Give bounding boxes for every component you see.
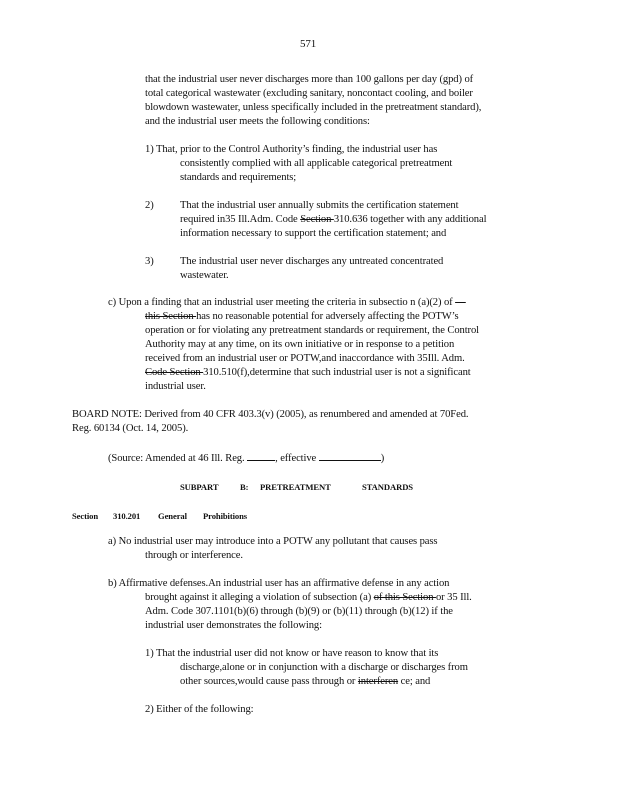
subpart-letter: B: [240,482,249,492]
subsection-c-line-7: industrial user. [145,381,206,392]
subsection-c-line-4: Authority may at any time, on its own initiative or in response to a petition [145,339,455,350]
section-b2-line-1: 2) Either of the following: [145,704,254,715]
section-title-a: General [158,511,187,521]
struck-interferen: interferen [357,676,399,687]
source-blank-volume [247,450,275,461]
condition-2-line-2-a: required in35 Ill.Adm. Code [180,214,301,225]
section-b1-line-2: discharge,alone or in conjunction with a discharge or discharges from [180,662,468,673]
section-b1-line-1: 1) That the industrial user did not know or have reason to know that its [145,648,439,659]
section-a-line-2: through or interference. [145,550,243,561]
subpart-title-a: PRETREATMENT [260,482,331,492]
intro-line-2: total categorical wastewater (excluding sanitary, noncontact cooling, and boiler [145,88,473,99]
subsection-c-line-6-b: 310.510(f),determine that such industrial user is not a significant [203,367,471,378]
intro-line-1: that the industrial user never discharges more than 100 gallons per day (gpd) of [145,74,474,85]
board-note-line-1: BOARD NOTE: Derived from 40 CFR 403.3(v) (2005), as renumbered and amended at 70Fed. [72,409,469,420]
source-text-b: , effective [275,453,319,464]
condition-3-number: 3) [145,256,154,267]
section-b-line-1: b) Affirmative defenses.An industrial user has an affirmative defense in any action [108,578,450,589]
section-label: Section [72,511,99,521]
subsection-c-line-1 [108,296,466,309]
condition-2-number: 2) [145,200,154,211]
source-blank-date [319,450,381,461]
struck-code-section: Code Section [145,367,204,378]
subsection-c-line-3: operation or for violating any pretreatment standards or requirement, the Control [145,325,480,336]
condition-1-line-2: consistently complied with all applicable categorical pretreatment [180,158,453,169]
section-b-line-2 [145,591,472,604]
source-text-a: (Source: Amended at 46 Ill. Reg. [108,453,248,464]
subsection-c-line-6 [145,366,471,379]
section-b-line-3: Adm. Code 307.1101(b)(6) through (b)(9) or (b)(11) through (b)(12) if the [145,606,453,617]
section-b1-line-3-b: ce; and [398,676,431,687]
section-b-line-4: industrial user demonstrates the following: [145,620,322,631]
board-note-line-2: Reg. 60134 (Oct. 14, 2005). [72,423,189,434]
condition-2-line-3: information necessary to support the certification statement; and [180,228,447,239]
subsection-c-line-2-b: has no reasonable potential for adversely affecting the POTW’s [196,311,459,322]
struck-section-text: Section [300,214,334,225]
section-a-line-1: a) No industrial user may introduce into a POTW any pollutant that causes pass [108,536,438,547]
section-title-b: Prohibitions [203,511,248,521]
subpart-label: SUBPART [180,482,219,492]
struck-dash: — [455,297,466,308]
condition-2-line-2 [180,213,486,226]
subpart-title-b: STANDARDS [362,482,413,492]
subsection-c-line-1-a: c) Upon a finding that an industrial user meeting the criteria in subsectio n (a)(2) of [108,297,456,308]
page-number: 571 [300,38,317,50]
source-text-c: ) [380,453,385,464]
struck-of-this-section: of this Section [373,592,436,603]
struck-this-section: this Section [145,311,197,322]
section-b-line-2-a: brought against it alleging a violation of subsection (a) [145,592,374,603]
condition-2-line-1: That the industrial user annually submits the certification statement [180,200,459,211]
condition-2-line-2-b: 310.636 together with any additional [333,214,487,225]
condition-3-line-1: The industrial user never discharges any untreated concentrated [180,256,444,267]
section-number: 310.201 [113,511,141,521]
source-line [108,450,384,465]
section-b1-line-3-a: other sources,would cause pass through or [180,676,358,687]
condition-1-line-1: 1) That, prior to the Control Authority’s finding, the industrial user has [145,144,438,155]
section-b1-line-3 [180,675,430,688]
intro-line-3: blowdown wastewater, unless specifically included in the pretreatment standard), [145,102,482,113]
subsection-c-line-5: received from an industrial user or POTW,and inaccordance with 35Ill. Adm. [145,353,465,364]
section-b-line-2-b: or 35 Ill. [435,592,472,603]
condition-3-line-2: wastewater. [180,270,229,281]
condition-1-line-3: standards and requirements; [180,172,297,183]
subsection-c-line-2 [145,310,459,323]
intro-line-4: and the industrial user meets the following conditions: [145,116,370,127]
